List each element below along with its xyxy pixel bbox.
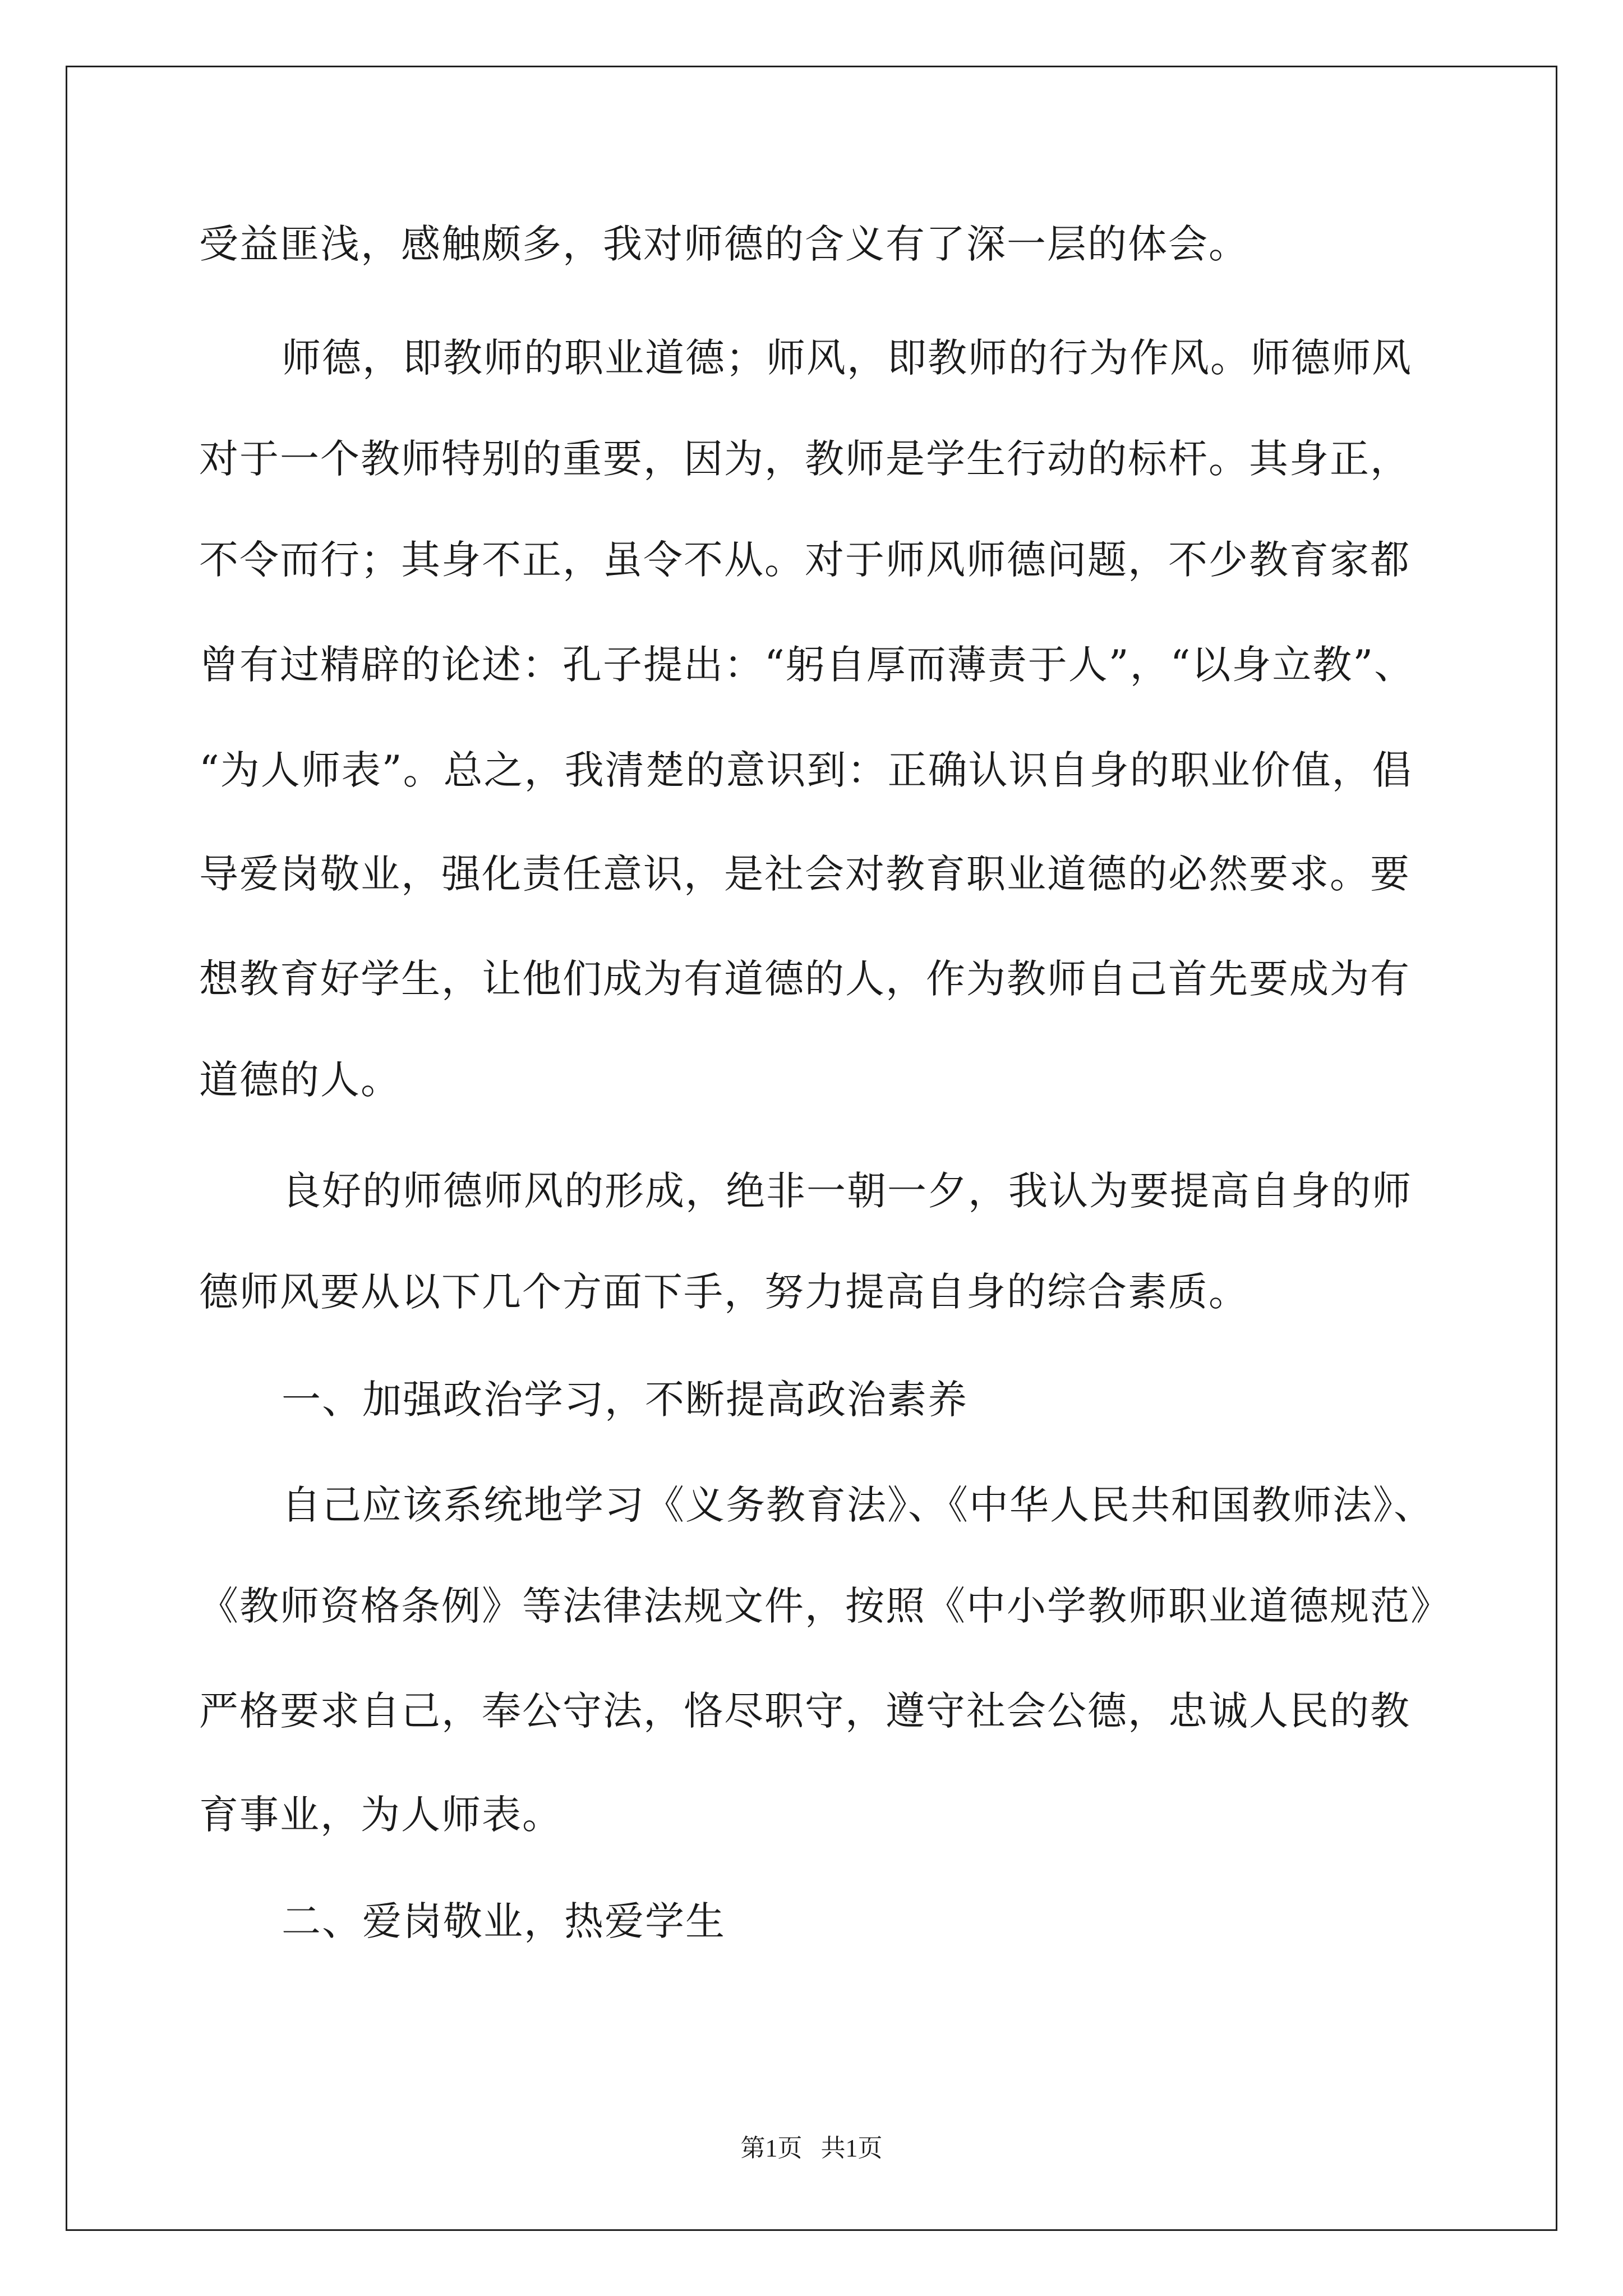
- text-line: 育事业，为人师表。: [199, 1792, 562, 1838]
- paragraph-line: 良好的师德师风的形成，绝非一朝一夕，我认为要提高自身的师: [282, 1168, 1412, 1214]
- text-line: “为人师表”。总之，我清楚的意识到：正确认识自身的职业价值，倡: [199, 747, 1413, 793]
- paragraph-line: 师德，即教师的职业道德；师风，即教师的行为作风。师德师风: [282, 335, 1412, 381]
- text-line: 《教师资格条例》等法律法规文件，按照《中小学教师职业道德规范》: [199, 1583, 1451, 1629]
- text-line: 不令而行；其身不正，虽令不从。对于师风师德问题，不少教育家都: [199, 537, 1410, 583]
- section-heading: 一、加强政治学习，不断提高政治素养: [282, 1377, 968, 1423]
- paragraph-line: 自己应该系统地学习《义务教育法》、《中华人民共和国教师法》、: [282, 1482, 1434, 1528]
- text-line: 想教育好学生，让他们成为有道德的人，作为教师自己首先要成为有: [199, 956, 1410, 1002]
- section-heading: 二、爱岗敬业，热爱学生: [282, 1898, 726, 1944]
- text-line: 德师风要从以下几个方面下手，努力提高自身的综合素质。: [199, 1269, 1249, 1315]
- text-line: 道德的人。: [199, 1057, 401, 1103]
- text-line: 导爱岗敬业，强化责任意识，是社会对教育职业道德的必然要求。要: [199, 851, 1410, 897]
- text-line: 受益匪浅，感触颇多，我对师德的含义有了深一层的体会。: [199, 221, 1249, 267]
- text-line: 曾有过精辟的论述：孔子提出：“躬自厚而薄责于人”，“以身立教”、: [199, 642, 1415, 688]
- page-number: 第1页 共1页: [740, 2134, 883, 2162]
- text-line: 严格要求自己，奉公守法，恪尽职守，遵守社会公德，忠诚人民的教: [199, 1688, 1410, 1734]
- text-line: 对于一个教师特别的重要，因为，教师是学生行动的标杆。其身正，: [199, 436, 1410, 482]
